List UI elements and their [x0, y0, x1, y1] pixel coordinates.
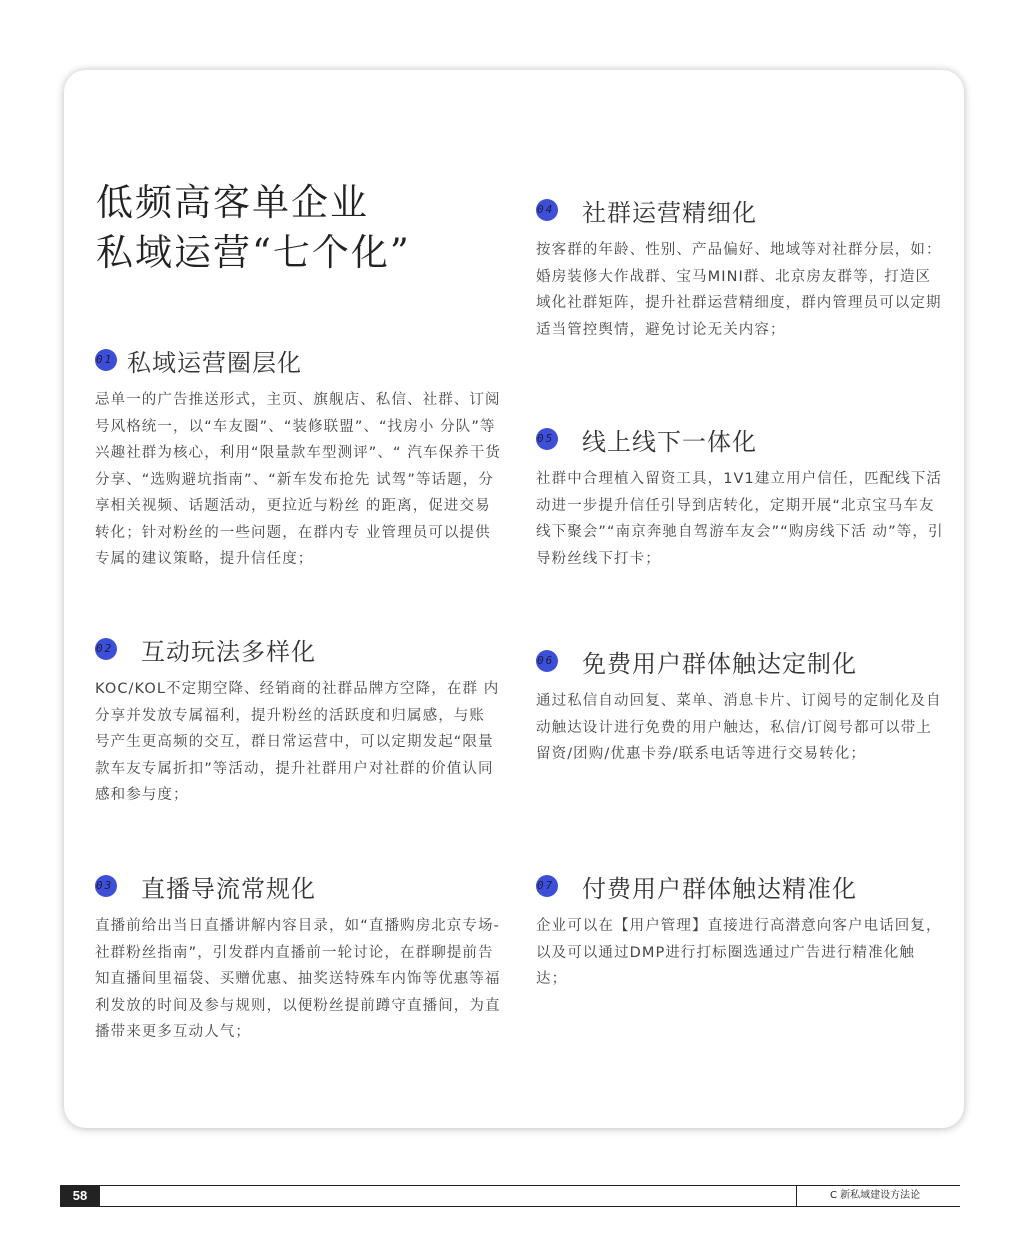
section-body: 通过私信自动回复、菜单、消息卡片、订阅号的定制化及自动触达设计进行免费的用户触达，私信/订阅号都可以带上留资/团购/优惠卡券/联系电话等进行交易转化； — [536, 693, 942, 762]
section-4 — [536, 193, 946, 343]
section-number-badge: 01 — [95, 349, 117, 371]
section-number-badge: 04 — [536, 199, 558, 221]
section-body: 按客群的年龄、性别、产品偏好、地域等对社群分层，如：婚房装修大作战群、宝马MINI群、北京房友群等，打造区域化社群矩阵，提升社群运营精细度，群内管理员可以定期适当管控舆情，避免讨论无关内容； — [536, 242, 942, 338]
main-title-line1: 低频高客单企业 — [96, 181, 369, 224]
section-2 — [95, 632, 505, 809]
section-3 — [95, 869, 505, 1046]
main-title-line2: 私域运营“七个化” — [96, 231, 411, 274]
section-1 — [95, 343, 505, 573]
section-number-badge: 07 — [536, 875, 558, 897]
footer-divider — [796, 1186, 797, 1206]
section-body: 直播前给出当日直播讲解内容目录，如“直播购房北京专场-社群粉丝指南”，引发群内直播前一轮讨论，在群聊提前告知直播间里福袋、买赠优惠、抽奖送特殊车内饰等优惠等福利发放的时间及参与规则，以便粉丝提前蹲守直播间，为直播带来更多互动人气； — [95, 918, 501, 1040]
page-footer — [60, 1185, 960, 1207]
section-title: 付费用户群体触达精准化 — [582, 874, 857, 903]
section-number-badge: 03 — [95, 875, 117, 897]
section-title: 私域运营圈层化 — [127, 348, 302, 377]
section-body: 企业可以在【用户管理】直接进行高潜意向客户电话回复，以及可以通过DMP进行打标圈选通过广告进行精准化触达； — [536, 918, 942, 987]
section-title: 直播导流常规化 — [141, 874, 316, 903]
page-number: 58 — [60, 1185, 100, 1207]
footer-book-title: C 新私域建设方法论 — [830, 1190, 921, 1201]
section-number-badge: 02 — [95, 638, 117, 660]
section-title: 线上线下一体化 — [582, 427, 757, 456]
section-7 — [536, 869, 946, 993]
section-body: 忌单一的广告推送形式，主页、旗舰店、私信、社群、订阅号风格统一，以“车友圈”、“装修联盟”、“找房小 分队”等兴趣社群为核心，利用“限量款车型测评”、“ 汽车保养干货分享、“选购避坑指南”、“新车发布抢先 试驾”等话题，分享相关视频、话题活动，更拉近与粉丝 的距离，促进交易转化；针对粉丝的一些问题，在群内专 业管理员可以提供专属的建议策略，提升信任度； — [95, 392, 501, 567]
section-body: 社群中合理植入留资工具，1V1建立用户信任，匹配线下活动进一步提升信任引导到店转化，定期开展“北京宝马车友线下聚会”“南京奔驰自驾游车友会”“购房线下活 动”等，引导粉丝线下打卡； — [536, 471, 944, 567]
section-title: 社群运营精细化 — [582, 198, 757, 227]
section-number-badge: 05 — [536, 428, 558, 450]
section-5 — [536, 422, 946, 572]
section-title: 免费用户群体触达定制化 — [582, 649, 857, 678]
section-title: 互动玩法多样化 — [141, 637, 316, 666]
main-title — [96, 178, 411, 278]
section-number-badge: 06 — [536, 650, 558, 672]
section-body: KOC/KOL不定期空降、经销商的社群品牌方空降，在群 内分享并发放专属福利，提升粉丝的活跃度和归属感，与账 号产生更高频的交互，群日常运营中，可以定期发起“限量 款车友专属折扣”等活动，提升社群用户对社群的价值认同 感和参与度； — [95, 681, 500, 803]
section-6 — [536, 644, 946, 768]
